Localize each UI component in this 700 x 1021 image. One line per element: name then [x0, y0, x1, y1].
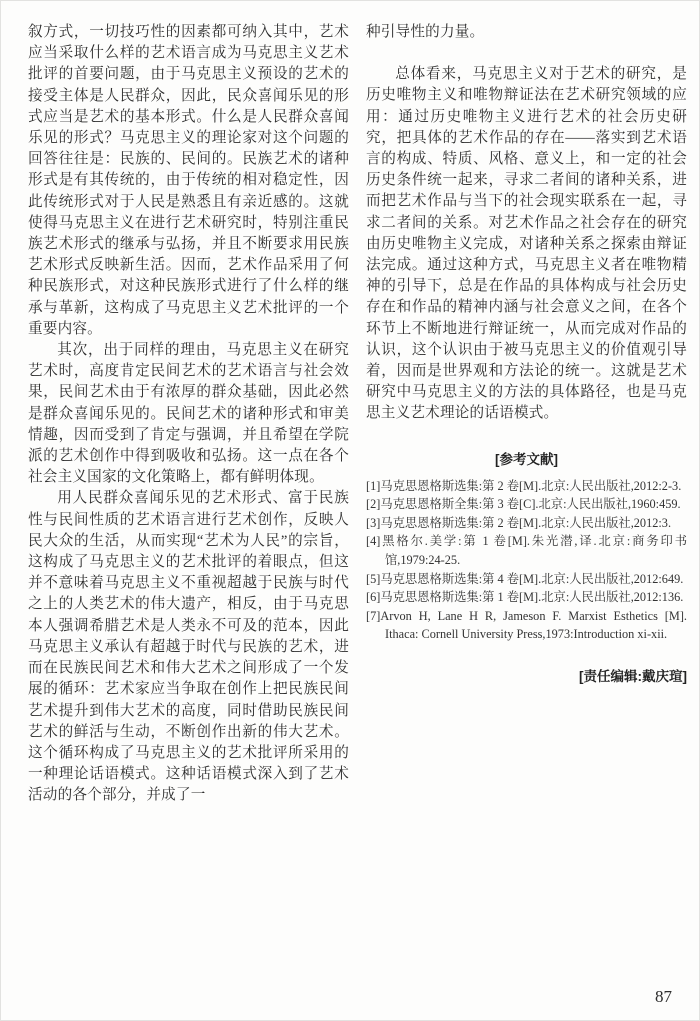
reference-item: [5]马克思恩格斯选集:第 4 卷[M].北京:人民出版社,2012:649. [366, 571, 684, 586]
references-list [366, 477, 687, 644]
reference-item: [1]马克思恩格斯选集:第 2 卷[M].北京:人民出版社,2012:2-3. [366, 478, 682, 493]
paragraph: 其次，出于同样的理由，马克思主义在研究艺术时，高度肯定民间艺术的艺术语言与社会效果，民间艺术由于有浓厚的群众基础，因此必然是群众喜闻乐见的。民间艺术的诸种形式和审美情趣，因而受到了肯定与强调，并且希望在学院派的艺术创作中得到吸收和弘扬。这一点在各个社会主义国家的文化策略上，都有鲜明体现。 [28, 342, 349, 486]
paragraph-continuation: 叙方式，一切技巧性的因素都可纳入其中，艺术应当采取什么样的艺术语言成为马克思主义艺术批评的首要问题，由于马克思主义预设的艺术的接受主体是人民群众，因此，民众喜闻乐见的形式应当是艺术的基本形式。什么是人民群众喜闻乐见的形式？马克思主义的理论家对这个问题的回答往往是：民族的、民间的。民族艺术的诸种形式是有其传统的，由于传统的相对稳定性，因此传统形式对于人民是熟悉且有亲近感的。这就使得马克思主义在进行艺术研究时，特别注重民族艺术形式的继承与弘扬，并且不断要求用民族艺术形式反映新生活。因而，艺术作品采用了何种民族形式，对这种民族形式进行了什么样的继承与革新，这构成了马克思主义艺术批评的一个重要内容。 [28, 24, 349, 337]
paragraph: 用人民群众喜闻乐见的艺术形式、富于民族性与民间性质的艺术语言进行艺术创作，反映人民大众的生活，从而实现“艺术为人民”的宗旨，这构成了马克思主义的艺术批评的着眼点，但这并不意味着马克思主义不重视超越于民族与时代之上的人类艺术的伟大遗产，相反，由于马克思本人强调希腊艺术是人类永不可及的范本，因此马克思主义承认有超越于时代与民族的艺术，进而在民族民间艺术和伟大艺术之间形成了一个发展的循环：艺术家应当争取在创作上把民族民间艺术提升到伟大艺术的高度，同时借助民族民间艺术的鲜活与生动，不断创作出新的伟大艺术。这个循环构成了马克思主义的艺术批评所采用的一种理论话语模式。这种话语模式深入到了艺术活动的各个部分，并成了一 [28, 490, 349, 804]
paragraph: 总体看来，马克思主义对于艺术的研究，是历史唯物主义和唯物辩证法在艺术研究领域的应用：通过历史唯物主义进行艺术的社会历史研究，把具体的艺术作品的存在——落实到艺术语言的构成、特质、风格、意义上，和一定的社会历史条件统一起来，寻求二者间的诸种关系，进而把艺术作品与当下的社会现实联系在一起，寻求二者间的关系。对艺术作品之社会存在的研究由历史唯物主义完成，对诸种关系之探索由辩证法完成。通过这种方式，马克思主义者在唯物精神的引导下，总是在作品的具体构成与社会历史存在和作品的精神内涵与社会意义之间，在各个环节上不断地进行辩证统一，从而完成对作品的认识，这个认识由于被马克思主义的价值观引导着，因而是世界观和方法论的统一。这就是艺术研究中马克思主义的方法的具体路径，也是马克思主义艺术理论的话语模式。 [366, 66, 687, 422]
reference-item: [7]Arvon H, Lane H R, Jameson F. Marxist Esthetics [M]. Ithaca: Cornell University Press,1973:Introduction xi-xii. [366, 608, 687, 642]
editor-note: [责任编辑:戴庆瑄] [579, 669, 687, 684]
reference-item: [6]马克思恩格斯选集:第 1 卷[M].北京:人民出版社,2012:136. [366, 590, 684, 605]
reference-item: [3]马克思恩格斯选集:第 2 卷[M].北京:人民出版社,2012:3. [366, 515, 672, 530]
left-column [28, 22, 349, 807]
references-header: [参考文献] [495, 451, 558, 467]
reference-item: [2]马克思恩格斯全集:第 3 卷[C].北京:人民出版社,1960:459. [366, 497, 681, 512]
right-column [366, 22, 687, 807]
paragraph-continuation: 种引导性的力量。 [366, 24, 485, 40]
page-number: 87 [655, 987, 672, 1006]
two-column-layout [1, 1, 699, 807]
reference-item: [4]黑格尔.美学:第 1 卷[M].朱光潜,译.北京:商务印书馆,1979:24-25. [366, 534, 687, 568]
